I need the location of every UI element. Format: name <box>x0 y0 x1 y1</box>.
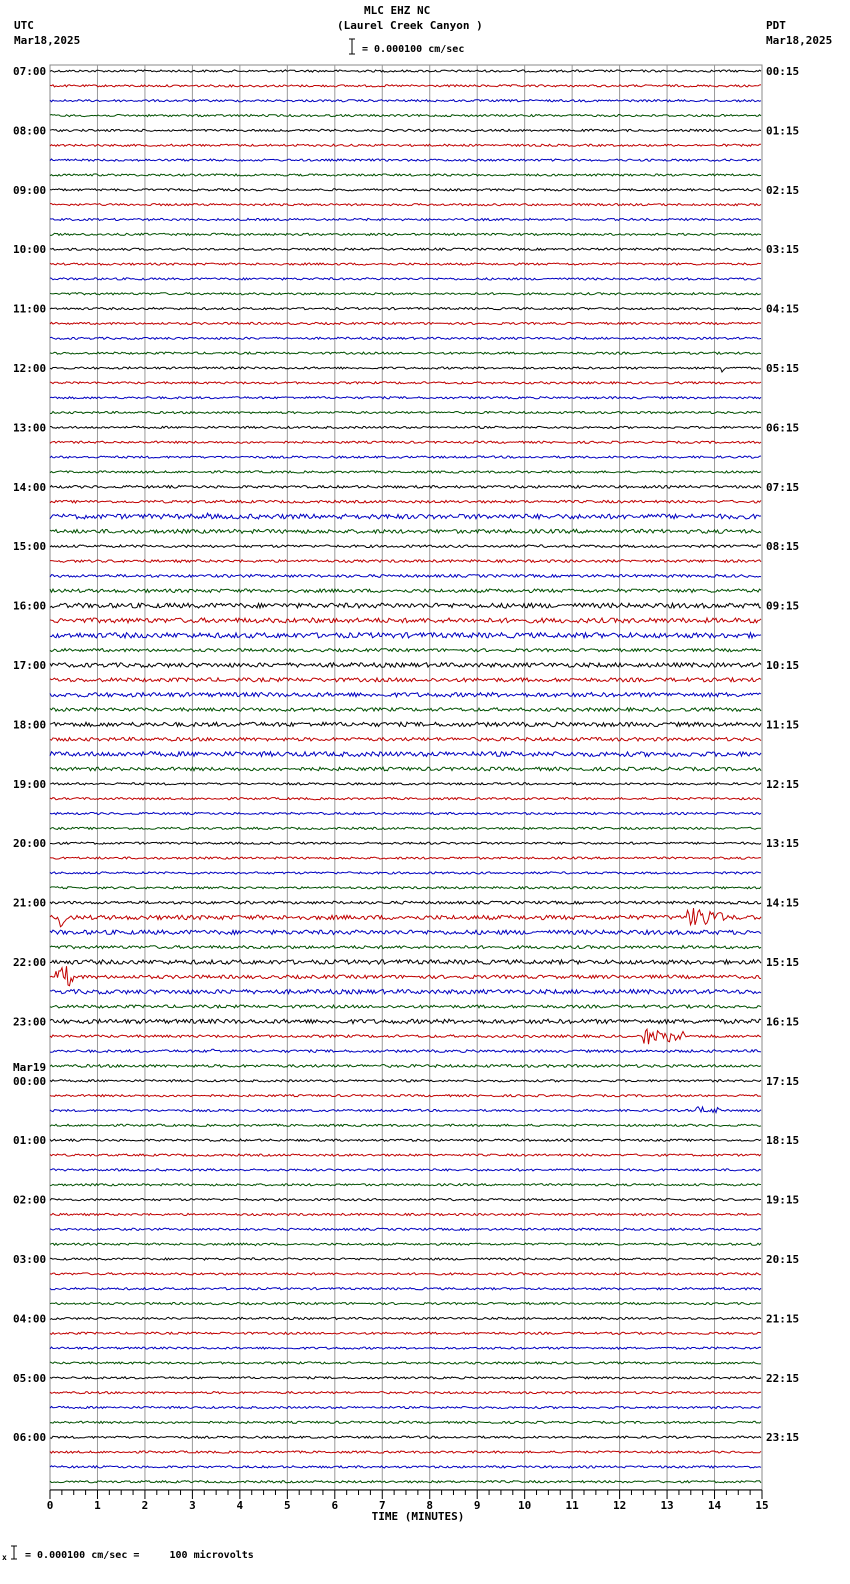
x-tick-label: 2 <box>141 1499 149 1512</box>
seismic-trace <box>50 1258 761 1260</box>
seismic-trace <box>50 100 761 102</box>
utc-hour-label: 19:00 <box>13 777 47 791</box>
seismic-trace <box>50 486 761 489</box>
pdt-hour-label: 10:15 <box>766 659 800 672</box>
seismic-trace <box>50 887 761 889</box>
seismic-trace <box>50 278 761 280</box>
utc-hour-label: 01:00 <box>13 1134 47 1148</box>
station-location: (Laurel Creek Canyon ) <box>337 19 483 32</box>
footer-scale-bar-icon <box>11 1546 17 1559</box>
pdt-hour-label: 08:15 <box>766 540 800 554</box>
seismic-trace <box>50 1107 761 1113</box>
pdt-hour-label: 23:15 <box>766 1431 800 1445</box>
x-tick-label: 8 <box>426 1499 434 1512</box>
seismic-trace <box>50 1436 761 1438</box>
x-tick-label: 3 <box>189 1499 196 1512</box>
utc-hour-label: 06:00 <box>13 1431 47 1445</box>
seismic-trace <box>50 500 761 503</box>
x-tick-label: 9 <box>473 1499 481 1512</box>
seismic-trace <box>50 85 761 87</box>
seismic-trace <box>50 812 761 814</box>
seismic-trace <box>50 966 761 986</box>
left-timezone: UTC <box>14 19 34 32</box>
seismic-trace <box>50 322 761 324</box>
seismic-trace <box>50 1199 761 1201</box>
seismic-trace <box>50 1288 761 1290</box>
seismic-trace <box>50 1213 761 1215</box>
seismic-trace <box>50 1139 761 1141</box>
utc-hour-label: 21:00 <box>13 896 47 910</box>
utc-hour-label: 09:00 <box>13 183 47 197</box>
pdt-hour-label: 21:15 <box>766 1312 800 1326</box>
seismic-trace <box>50 872 761 874</box>
seismic-trace <box>50 752 761 757</box>
seismic-trace <box>50 990 761 994</box>
seismic-trace <box>50 575 761 578</box>
seismic-trace <box>50 1347 761 1349</box>
pdt-hour-label: 15:15 <box>766 956 800 969</box>
seismic-trace <box>50 1080 761 1082</box>
seismic-trace <box>50 1481 761 1483</box>
seismic-trace <box>50 678 761 682</box>
seismic-trace <box>50 930 761 934</box>
footer-marker: x <box>2 1553 7 1562</box>
seismic-trace <box>50 908 761 927</box>
utc-hour-label: 11:00 <box>13 302 47 316</box>
seismic-trace <box>50 248 761 250</box>
seismic-trace <box>50 545 761 548</box>
seismic-trace <box>50 946 761 949</box>
seismic-trace <box>50 1095 761 1097</box>
seismic-trace <box>50 783 761 785</box>
x-tick-label: 15 <box>755 1499 769 1512</box>
seismic-trace <box>50 767 761 771</box>
seismic-trace <box>50 633 761 638</box>
pdt-hour-label: 11:15 <box>766 718 800 732</box>
pdt-hour-label: 00:15 <box>766 65 800 78</box>
utc-hour-label: 03:00 <box>13 1253 47 1266</box>
x-tick-label: 6 <box>331 1499 339 1512</box>
seismic-trace <box>50 1332 761 1334</box>
seismic-trace <box>50 901 761 904</box>
seismic-trace <box>50 798 761 800</box>
x-tick-label: 10 <box>518 1499 532 1512</box>
seismic-trace <box>50 960 761 964</box>
seismic-trace <box>50 426 761 428</box>
time-axis <box>47 1490 769 1523</box>
date-change-label: Mar19 <box>13 1060 47 1074</box>
seismic-trace <box>50 1392 761 1394</box>
seismic-trace <box>50 1243 761 1246</box>
scale-label: = 0.000100 cm/sec <box>362 44 465 55</box>
pdt-hour-label: 04:15 <box>766 302 800 316</box>
seismic-trace <box>50 1169 761 1171</box>
seismic-trace <box>50 738 761 742</box>
utc-hour-label: 18:00 <box>13 718 47 732</box>
seismic-trace <box>50 129 761 131</box>
seismic-trace <box>50 1421 761 1423</box>
seismic-trace <box>50 1317 761 1319</box>
left-date: Mar18,2025 <box>14 34 81 47</box>
seismic-trace <box>50 708 761 712</box>
seismic-trace <box>50 174 761 176</box>
seismic-trace <box>50 1303 761 1305</box>
seismic-trace <box>50 722 761 726</box>
seismic-trace <box>50 618 761 623</box>
x-tick-label: 4 <box>236 1499 244 1512</box>
pdt-hour-label: 02:15 <box>766 183 800 197</box>
x-tick-label: 13 <box>660 1499 674 1512</box>
right-timezone: PDT <box>766 19 786 32</box>
seismic-trace <box>50 115 761 117</box>
seismic-trace <box>50 1154 761 1156</box>
utc-hour-label: 07:00 <box>13 65 47 78</box>
utc-hour-label: 16:00 <box>13 599 47 613</box>
seismic-trace <box>50 560 761 563</box>
x-tick-label: 14 <box>707 1499 722 1512</box>
seismic-trace <box>50 233 761 235</box>
x-tick-label: 1 <box>94 1499 101 1512</box>
utc-hour-label: 04:00 <box>13 1312 47 1326</box>
utc-hour-label: 17:00 <box>13 659 47 672</box>
pdt-hour-label: 14:15 <box>766 896 800 910</box>
seismic-trace <box>50 293 761 295</box>
traces <box>50 70 761 1483</box>
utc-hour-label: 23:00 <box>13 1015 47 1029</box>
utc-hour-label: 12:00 <box>13 362 47 375</box>
station-title: MLC EHZ NC <box>364 4 431 17</box>
seismic-trace <box>50 1005 761 1008</box>
utc-hour-label: 10:00 <box>13 243 47 257</box>
seismic-trace <box>50 1406 761 1408</box>
utc-hour-label: 02:00 <box>13 1193 47 1207</box>
seismic-trace <box>50 1019 761 1023</box>
seismic-trace <box>50 1124 761 1126</box>
pdt-hour-label: 07:15 <box>766 480 800 494</box>
scale-bar-icon <box>349 39 355 54</box>
utc-hour-label: 20:00 <box>13 837 47 851</box>
seismic-trace <box>50 189 761 191</box>
pdt-hour-label: 01:15 <box>766 124 800 138</box>
footer-scale-note: = 0.000100 cm/sec = 100 microvolts <box>25 1550 254 1561</box>
utc-hour-label: 08:00 <box>13 124 47 138</box>
seismic-trace <box>50 70 761 72</box>
seismic-trace <box>50 1362 761 1364</box>
seismic-trace <box>50 144 761 146</box>
pdt-hour-label: 19:15 <box>766 1193 800 1207</box>
utc-hour-label: 13:00 <box>13 421 47 435</box>
x-tick-label: 11 <box>565 1499 579 1512</box>
seismic-trace <box>50 397 761 399</box>
seismic-trace <box>50 337 761 339</box>
seismic-trace <box>50 1273 761 1275</box>
utc-hour-label: 05:00 <box>13 1371 47 1385</box>
seismic-trace <box>50 1049 761 1052</box>
seismic-trace <box>50 529 761 533</box>
pdt-hour-label: 03:15 <box>766 243 800 257</box>
seismic-trace <box>50 589 761 593</box>
utc-hour-label: 15:00 <box>13 540 47 554</box>
seismic-trace <box>50 649 761 652</box>
seismic-trace <box>50 857 761 859</box>
x-axis-label: TIME (MINUTES) <box>371 1510 465 1523</box>
pdt-hour-label: 20:15 <box>766 1253 800 1266</box>
seismic-trace <box>50 263 761 265</box>
seismic-trace <box>50 842 761 844</box>
pdt-hour-label: 16:15 <box>766 1015 800 1029</box>
seismic-trace <box>50 603 761 608</box>
seismic-trace <box>50 1065 761 1068</box>
seismic-trace <box>50 1228 761 1230</box>
utc-hour-label: 22:00 <box>13 956 47 969</box>
x-tick-label: 12 <box>612 1499 627 1512</box>
seismic-trace <box>50 471 761 473</box>
seismic-trace <box>50 204 761 206</box>
pdt-hour-label: 05:15 <box>766 362 800 375</box>
x-tick-label: 7 <box>378 1499 386 1512</box>
pdt-hour-label: 17:15 <box>766 1074 800 1088</box>
x-tick-label: 0 <box>46 1499 54 1512</box>
seismic-trace <box>50 1029 761 1044</box>
seismic-trace <box>50 159 761 161</box>
seismic-trace <box>50 827 761 829</box>
pdt-hour-label: 12:15 <box>766 777 800 791</box>
pdt-hour-label: 22:15 <box>766 1371 800 1385</box>
right-date: Mar18,2025 <box>766 34 833 47</box>
pdt-hour-label: 06:15 <box>766 421 800 435</box>
seismic-trace <box>50 456 761 458</box>
seismic-trace <box>50 1377 761 1379</box>
seismic-trace <box>50 382 761 384</box>
seismic-trace <box>50 412 761 414</box>
seismic-trace <box>50 441 761 443</box>
seismic-trace <box>50 1184 761 1186</box>
utc-hour-label: 14:00 <box>13 480 47 494</box>
pdt-hour-label: 18:15 <box>766 1134 800 1148</box>
seismic-trace <box>50 663 761 667</box>
seismic-trace <box>50 513 761 519</box>
seismic-trace <box>50 1451 761 1453</box>
seismic-trace <box>50 693 761 697</box>
pdt-hour-label: 13:15 <box>766 837 800 851</box>
seismic-trace <box>50 367 761 372</box>
pdt-hour-label: 09:15 <box>766 599 800 613</box>
seismic-trace <box>50 352 761 354</box>
seismic-trace <box>50 308 761 310</box>
seismic-trace <box>50 1466 761 1468</box>
seismic-trace <box>50 218 761 220</box>
utc-hour-label: 00:00 <box>13 1074 47 1088</box>
x-tick-label: 5 <box>284 1499 291 1512</box>
